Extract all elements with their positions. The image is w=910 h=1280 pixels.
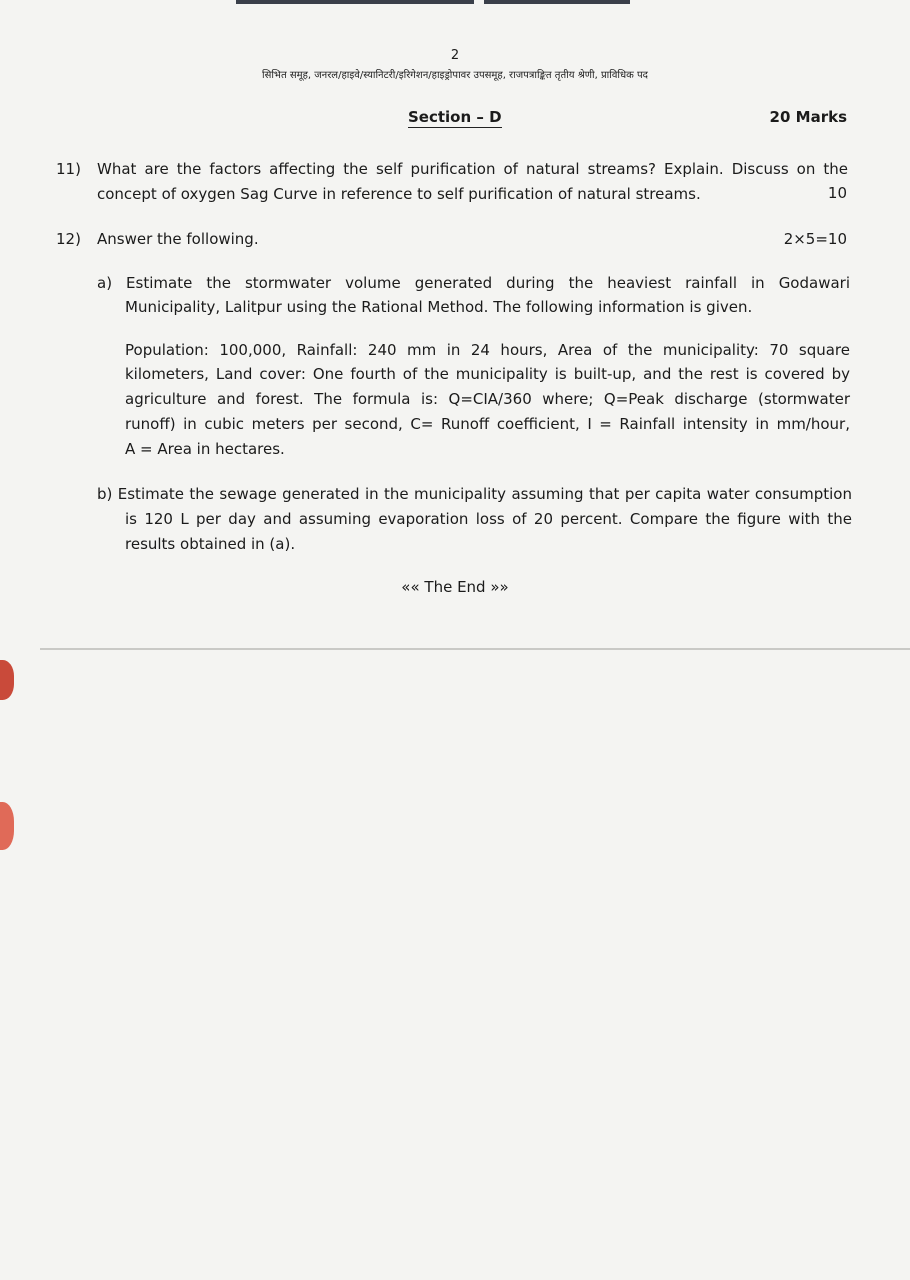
given-information: Population: 100,000, Rainfall: 240 mm in 24 hours, Area of the municipality: 70 square — [125, 341, 850, 359]
top-edge-bar — [236, 0, 474, 4]
subquestion-a: Municipality, Lalitpur using the Rational Method. The following information is given. — [125, 298, 753, 316]
question-number: 12) — [56, 230, 81, 248]
given-information: A = Area in hectares. — [125, 440, 285, 458]
top-edge-bar — [484, 0, 630, 4]
subquestion-b: results obtained in (a). — [125, 535, 296, 553]
page-number: 2 — [450, 48, 460, 63]
exam-header: सिभित समूह, जनरल/हाइवे/स्यानिटरी/इरिगेशन/हाइड्रोपावर उपसमूह, राजपत्राङ्कित तृतीय श्रेणी, प्राविधिक पद — [261, 70, 648, 81]
given-information: kilometers, Land cover: One fourth of the municipality is built-up, and the rest is covered by — [125, 365, 850, 383]
end-marker: «« The End »» — [401, 578, 509, 596]
fold-line — [40, 648, 910, 650]
subquestion-b: is 120 L per day and assuming evaporation loss of 20 percent. Compare the figure with the — [125, 510, 852, 528]
given-information: runoff) in cubic meters per second, C= Runoff coefficient, I = Rainfall intensity in mm/hour, — [125, 415, 850, 433]
question-text: concept of oxygen Sag Curve in reference to self purification of natural streams. — [97, 185, 701, 203]
question-marks: 10 — [827, 184, 847, 202]
binder-clip — [0, 802, 14, 850]
question-number: 11) — [56, 160, 81, 178]
given-information: agriculture and forest. The formula is: Q=CIA/360 where; Q=Peak discharge (stormwater — [125, 390, 850, 408]
section-title: Section – D — [408, 108, 502, 126]
subquestion-a: a) Estimate the stormwater volume generated during the heaviest rainfall in Godawari — [97, 274, 850, 292]
question-marks: 2×5=10 — [783, 230, 847, 248]
binder-clip — [0, 660, 14, 700]
subquestion-b: b) Estimate the sewage generated in the municipality assuming that per capita water consumption — [97, 485, 852, 503]
question-text: Answer the following. — [97, 230, 259, 248]
question-text: What are the factors affecting the self purification of natural streams? Explain. Discuss on the — [97, 160, 848, 178]
section-marks: 20 Marks — [769, 108, 847, 126]
